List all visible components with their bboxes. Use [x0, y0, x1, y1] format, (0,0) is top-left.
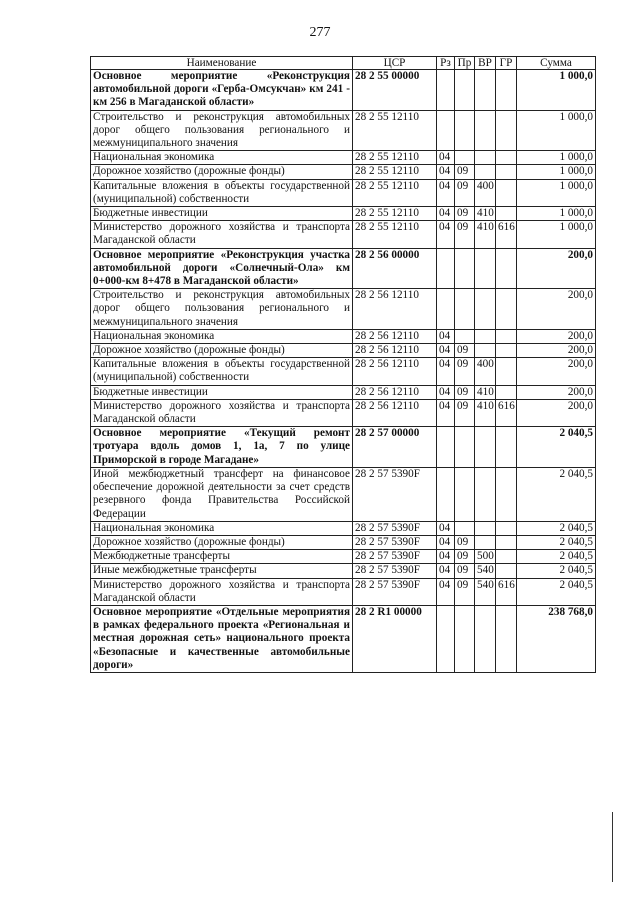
cell-rz: 04 — [437, 221, 455, 248]
cell-pr — [455, 70, 475, 111]
cell-rz — [437, 110, 455, 151]
cell-csr: 28 2 56 12110 — [353, 385, 437, 399]
cell-csr: 28 2 57 5390F — [353, 521, 437, 535]
cell-gr — [496, 358, 517, 385]
cell-sum: 200,0 — [517, 344, 596, 358]
cell-csr: 28 2 55 12110 — [353, 110, 437, 151]
cell-pr — [455, 521, 475, 535]
cell-gr — [496, 110, 517, 151]
cell-rz: 04 — [437, 535, 455, 549]
cell-sum: 200,0 — [517, 329, 596, 343]
cell-rz — [437, 605, 455, 672]
cell-rz: 04 — [437, 165, 455, 179]
cell-pr: 09 — [455, 165, 475, 179]
cell-rz: 04 — [437, 207, 455, 221]
cell-name: Министерство дорожного хозяйства и транспорта Магаданской области — [91, 578, 353, 605]
cell-rz — [437, 467, 455, 521]
cell-sum: 1 000,0 — [517, 221, 596, 248]
margin-line — [612, 812, 613, 882]
table-row-main-activity — [91, 427, 596, 468]
cell-rz: 04 — [437, 521, 455, 535]
cell-vr — [475, 151, 496, 165]
cell-gr — [496, 564, 517, 578]
cell-csr: 28 2 57 5390F — [353, 564, 437, 578]
table-body — [91, 70, 596, 673]
cell-sum: 200,0 — [517, 358, 596, 385]
cell-pr — [455, 110, 475, 151]
table-row — [91, 165, 596, 179]
cell-name: Строительство и реконструкция автомобильных дорог общего пользования регионального и межмуниципального значения — [91, 289, 353, 330]
cell-csr: 28 2 R1 00000 — [353, 605, 437, 672]
cell-gr — [496, 329, 517, 343]
cell-name: Межбюджетные трансферты — [91, 550, 353, 564]
cell-rz: 04 — [437, 578, 455, 605]
cell-name: Дорожное хозяйство (дорожные фонды) — [91, 535, 353, 549]
cell-name: Капитальные вложения в объекты государственной (муниципальной) собственности — [91, 358, 353, 385]
cell-rz: 04 — [437, 358, 455, 385]
cell-csr: 28 2 56 12110 — [353, 344, 437, 358]
cell-sum: 200,0 — [517, 385, 596, 399]
cell-rz: 04 — [437, 564, 455, 578]
cell-rz — [437, 427, 455, 468]
cell-gr — [496, 165, 517, 179]
table-row — [91, 344, 596, 358]
cell-gr — [496, 427, 517, 468]
table-row — [91, 358, 596, 385]
cell-sum: 2 040,5 — [517, 521, 596, 535]
cell-vr: 540 — [475, 578, 496, 605]
cell-name: Министерство дорожного хозяйства и транспорта Магаданской области — [91, 221, 353, 248]
cell-gr: 616 — [496, 399, 517, 426]
cell-vr: 410 — [475, 399, 496, 426]
cell-gr — [496, 207, 517, 221]
cell-sum: 200,0 — [517, 248, 596, 289]
cell-vr: 500 — [475, 550, 496, 564]
table-row-main-activity — [91, 605, 596, 672]
cell-gr — [496, 385, 517, 399]
table-row-main-activity — [91, 70, 596, 111]
header-sum: Сумма — [517, 57, 596, 70]
cell-pr — [455, 467, 475, 521]
table-row — [91, 221, 596, 248]
cell-vr — [475, 427, 496, 468]
cell-vr — [475, 344, 496, 358]
cell-rz: 04 — [437, 179, 455, 206]
cell-sum: 2 040,5 — [517, 467, 596, 521]
cell-pr: 09 — [455, 564, 475, 578]
cell-csr: 28 2 55 00000 — [353, 70, 437, 111]
table-row — [91, 521, 596, 535]
cell-vr — [475, 70, 496, 111]
cell-name: Иные межбюджетные трансферты — [91, 564, 353, 578]
header-rz: Рз — [437, 57, 455, 70]
cell-csr: 28 2 57 00000 — [353, 427, 437, 468]
cell-gr — [496, 550, 517, 564]
cell-gr — [496, 151, 517, 165]
cell-pr: 09 — [455, 399, 475, 426]
cell-sum: 1 000,0 — [517, 151, 596, 165]
cell-sum: 2 040,5 — [517, 535, 596, 549]
cell-name: Бюджетные инвестиции — [91, 207, 353, 221]
cell-csr: 28 2 56 12110 — [353, 289, 437, 330]
page-number: 277 — [309, 25, 331, 40]
cell-csr: 28 2 55 12110 — [353, 207, 437, 221]
cell-gr — [496, 179, 517, 206]
cell-gr — [496, 535, 517, 549]
cell-pr — [455, 427, 475, 468]
table-row — [91, 179, 596, 206]
cell-vr — [475, 110, 496, 151]
cell-name: Национальная экономика — [91, 329, 353, 343]
cell-gr: 616 — [496, 578, 517, 605]
cell-vr — [475, 467, 496, 521]
table-row — [91, 151, 596, 165]
cell-csr: 28 2 55 12110 — [353, 179, 437, 206]
cell-sum: 1 000,0 — [517, 110, 596, 151]
table-row — [91, 110, 596, 151]
cell-name: Национальная экономика — [91, 521, 353, 535]
cell-csr: 28 2 56 00000 — [353, 248, 437, 289]
cell-name: Министерство дорожного хозяйства и транспорта Магаданской области — [91, 399, 353, 426]
cell-pr — [455, 605, 475, 672]
cell-rz — [437, 289, 455, 330]
cell-name: Бюджетные инвестиции — [91, 385, 353, 399]
cell-pr — [455, 248, 475, 289]
table-row — [91, 289, 596, 330]
table-row — [91, 329, 596, 343]
budget-table — [90, 56, 596, 673]
cell-csr: 28 2 57 5390F — [353, 467, 437, 521]
cell-sum: 1 000,0 — [517, 179, 596, 206]
cell-vr — [475, 521, 496, 535]
table-row — [91, 467, 596, 521]
cell-rz — [437, 248, 455, 289]
cell-csr: 28 2 56 12110 — [353, 399, 437, 426]
cell-sum: 200,0 — [517, 399, 596, 426]
cell-gr: 616 — [496, 221, 517, 248]
cell-vr: 540 — [475, 564, 496, 578]
cell-sum: 238 768,0 — [517, 605, 596, 672]
cell-csr: 28 2 55 12110 — [353, 221, 437, 248]
cell-sum: 1 000,0 — [517, 70, 596, 111]
header-gr: ГР — [496, 57, 517, 70]
cell-pr: 09 — [455, 578, 475, 605]
cell-rz: 04 — [437, 385, 455, 399]
cell-gr — [496, 289, 517, 330]
cell-vr — [475, 165, 496, 179]
cell-pr: 09 — [455, 358, 475, 385]
header-pr: Пр — [455, 57, 475, 70]
cell-gr — [496, 521, 517, 535]
cell-sum: 200,0 — [517, 289, 596, 330]
table-row — [91, 550, 596, 564]
cell-name: Дорожное хозяйство (дорожные фонды) — [91, 165, 353, 179]
cell-csr: 28 2 56 12110 — [353, 358, 437, 385]
cell-name: Капитальные вложения в объекты государственной (муниципальной) собственности — [91, 179, 353, 206]
cell-csr: 28 2 55 12110 — [353, 165, 437, 179]
cell-gr — [496, 248, 517, 289]
table-row — [91, 564, 596, 578]
cell-vr: 410 — [475, 221, 496, 248]
cell-gr — [496, 605, 517, 672]
table-row — [91, 399, 596, 426]
cell-vr — [475, 605, 496, 672]
cell-vr: 400 — [475, 179, 496, 206]
cell-pr: 09 — [455, 344, 475, 358]
cell-rz: 04 — [437, 550, 455, 564]
table-row — [91, 385, 596, 399]
cell-pr: 09 — [455, 221, 475, 248]
cell-vr — [475, 289, 496, 330]
table-row-main-activity — [91, 248, 596, 289]
cell-name: Основное мероприятие «Реконструкция автомобильной дороги «Герба-Омсукчан» км 241 - км 256 в Магаданской области» — [91, 70, 353, 111]
cell-csr: 28 2 57 5390F — [353, 535, 437, 549]
cell-csr: 28 2 57 5390F — [353, 550, 437, 564]
cell-rz: 04 — [437, 151, 455, 165]
cell-pr: 09 — [455, 385, 475, 399]
header-name: Наименование — [91, 57, 353, 70]
cell-pr: 09 — [455, 535, 475, 549]
cell-name: Иной межбюджетный трансферт на финансовое обеспечение дорожной деятельности за счет средств резервного фонда Правительства Российской Федерации — [91, 467, 353, 521]
cell-sum: 1 000,0 — [517, 207, 596, 221]
cell-vr: 400 — [475, 358, 496, 385]
cell-rz: 04 — [437, 329, 455, 343]
cell-vr — [475, 329, 496, 343]
cell-name: Строительство и реконструкция автомобильных дорог общего пользования регионального и межмуниципального значения — [91, 110, 353, 151]
cell-pr: 09 — [455, 179, 475, 206]
table-row — [91, 207, 596, 221]
cell-sum: 2 040,5 — [517, 550, 596, 564]
cell-vr — [475, 535, 496, 549]
cell-name: Национальная экономика — [91, 151, 353, 165]
table-header-row — [91, 57, 596, 70]
header-csr: ЦСР — [353, 57, 437, 70]
cell-rz: 04 — [437, 399, 455, 426]
cell-sum: 2 040,5 — [517, 564, 596, 578]
cell-rz: 04 — [437, 344, 455, 358]
cell-vr: 410 — [475, 207, 496, 221]
cell-name: Основное мероприятие «Текущий ремонт тротуара вдоль домов 1, 1а, 7 по улице Приморской в городе Магадане» — [91, 427, 353, 468]
cell-name: Основное мероприятие «Реконструкция участка автомобильной дороги «Солнечный-Ола» км 0+000-км 8+478 в Магаданской области» — [91, 248, 353, 289]
cell-pr: 09 — [455, 550, 475, 564]
cell-pr — [455, 151, 475, 165]
cell-sum: 2 040,5 — [517, 427, 596, 468]
cell-csr: 28 2 57 5390F — [353, 578, 437, 605]
table-row — [91, 535, 596, 549]
cell-csr: 28 2 55 12110 — [353, 151, 437, 165]
cell-gr — [496, 70, 517, 111]
cell-name: Дорожное хозяйство (дорожные фонды) — [91, 344, 353, 358]
cell-vr — [475, 248, 496, 289]
cell-pr — [455, 329, 475, 343]
cell-csr: 28 2 56 12110 — [353, 329, 437, 343]
cell-name: Основное мероприятие «Отдельные мероприятия в рамках федерального проекта «Региональная и местная дорожная сеть» национального проекта «Безопасные и качественные автомобильные дороги» — [91, 605, 353, 672]
cell-pr — [455, 289, 475, 330]
table-row — [91, 578, 596, 605]
cell-rz — [437, 70, 455, 111]
header-vr: ВР — [475, 57, 496, 70]
cell-gr — [496, 344, 517, 358]
cell-sum: 2 040,5 — [517, 578, 596, 605]
cell-pr: 09 — [455, 207, 475, 221]
cell-vr: 410 — [475, 385, 496, 399]
cell-gr — [496, 467, 517, 521]
cell-sum: 1 000,0 — [517, 165, 596, 179]
